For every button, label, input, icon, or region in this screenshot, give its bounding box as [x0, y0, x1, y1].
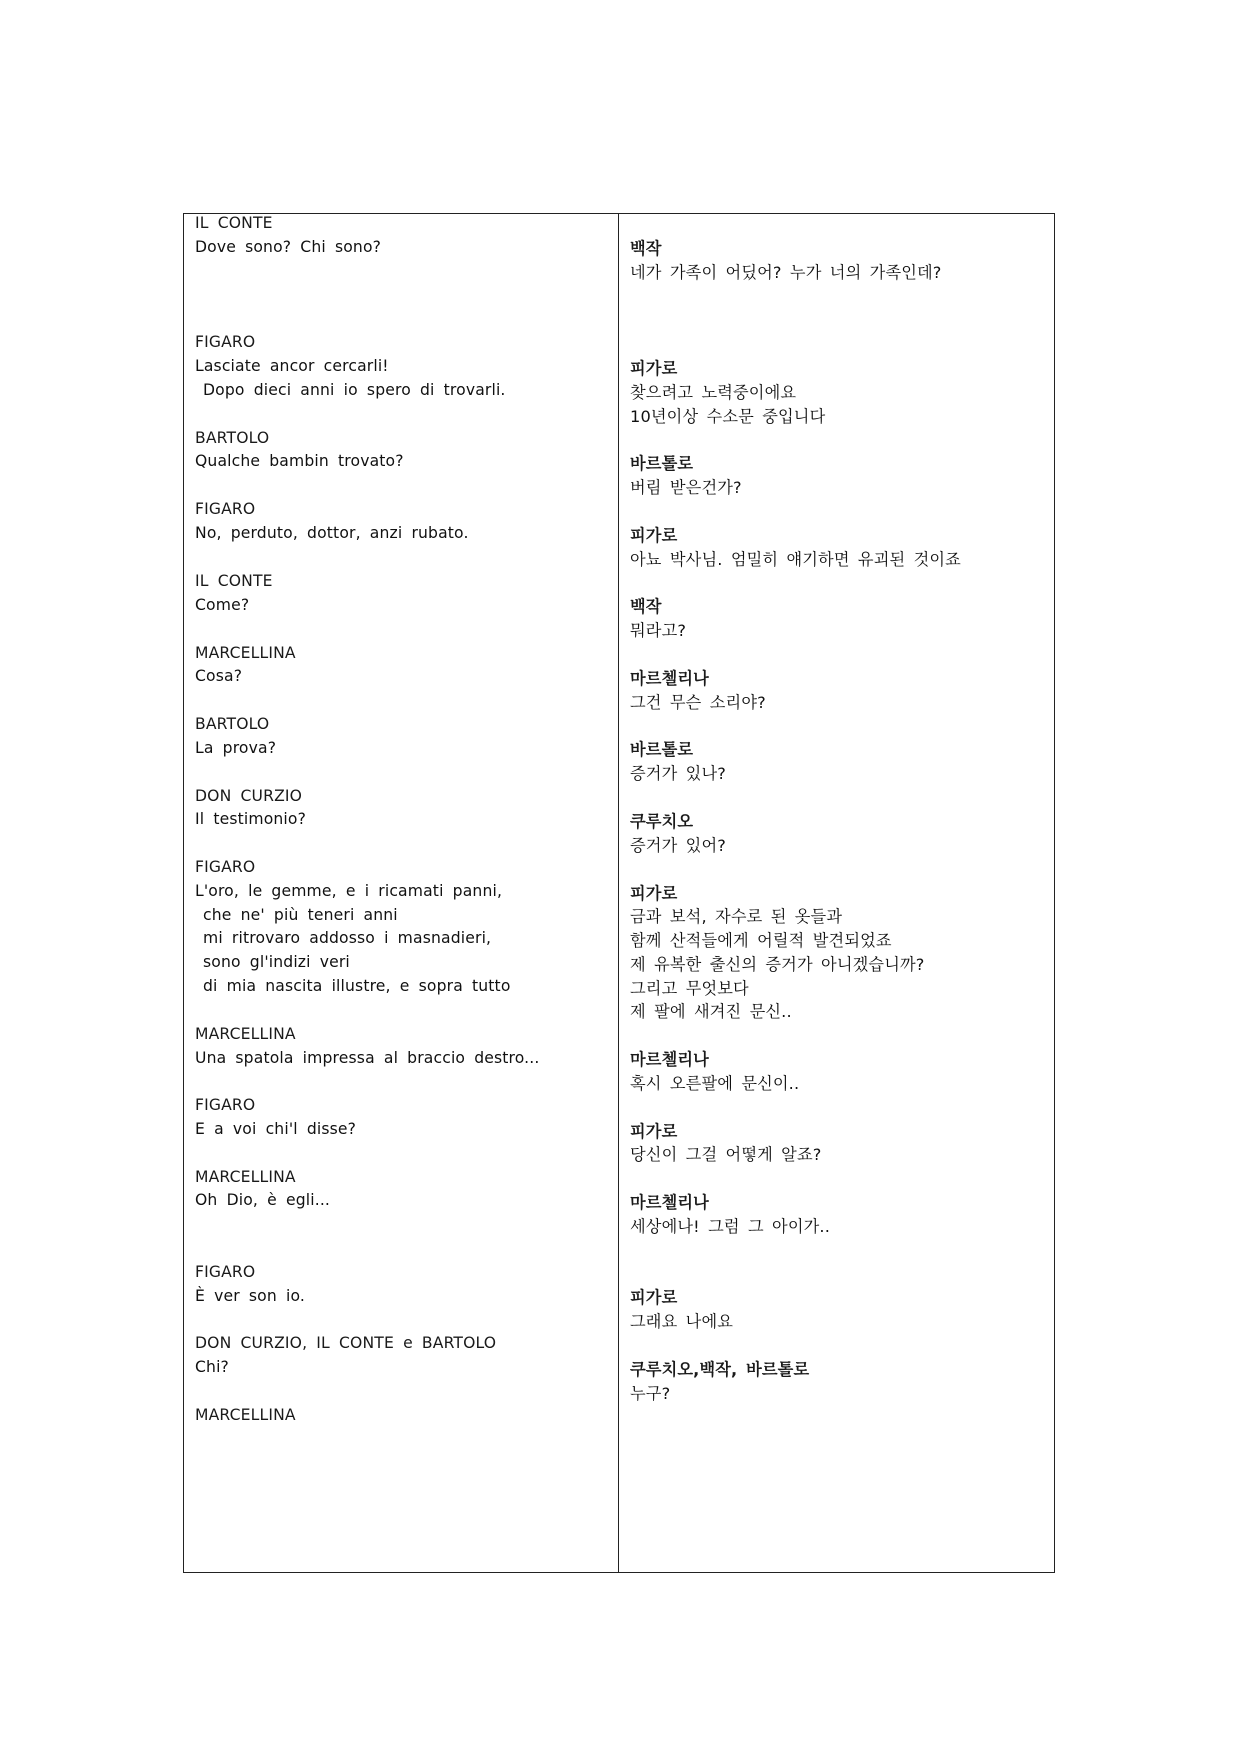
lyric-line: Qualche bambin trovato?: [195, 452, 404, 470]
speaker-name: MARCELLINA: [195, 644, 296, 662]
speaker-name: FIGARO: [195, 858, 256, 876]
speaker-name: 마르첼리나: [630, 1193, 709, 1212]
lyric-line: 누구?: [630, 1384, 671, 1403]
speaker-name: FIGARO: [195, 333, 256, 351]
lyric-line: che ne' più teneri anni: [203, 906, 398, 924]
italian-column: [195, 214, 607, 1572]
speaker-name: BARTOLO: [195, 429, 270, 447]
lyric-line: Come?: [195, 596, 250, 614]
speaker-name: FIGARO: [195, 1263, 256, 1281]
lyric-line: 그래요 나에요: [630, 1312, 734, 1331]
speaker-name: 마르첼리나: [630, 669, 709, 688]
speaker-name: FIGARO: [195, 500, 256, 518]
lyric-line: 제 유복한 출신의 증거가 아니겠습니까?: [630, 955, 925, 974]
speaker-name: 피가로: [630, 1122, 678, 1141]
speaker-name: MARCELLINA: [195, 1406, 296, 1424]
speaker-name: 백작: [630, 597, 662, 616]
speaker-name: 바르톨로: [630, 740, 694, 759]
speaker-name: 백작: [630, 239, 662, 258]
lyric-line: 금과 보석, 자수로 된 옷들과: [630, 907, 843, 926]
libretto-table: [183, 213, 1055, 1573]
lyric-line: La prova?: [195, 739, 277, 757]
lyric-line: L'oro, le gemme, e i ricamati panni,: [195, 882, 503, 900]
lyric-line: Dove sono? Chi sono?: [195, 238, 382, 256]
column-divider: [618, 214, 619, 1572]
lyric-line: Il testimonio?: [195, 810, 307, 828]
speaker-name: MARCELLINA: [195, 1025, 296, 1043]
speaker-name: 쿠루치오,백작, 바르톨로: [630, 1360, 810, 1379]
speaker-name: IL CONTE: [195, 572, 273, 590]
korean-column: [630, 214, 1045, 1572]
lyric-line: È ver son io.: [195, 1287, 306, 1305]
lyric-line: 함께 산적들에게 어릴적 발견되었죠: [630, 931, 892, 950]
lyric-line: Chi?: [195, 1358, 229, 1376]
speaker-name: 마르첼리나: [630, 1050, 709, 1069]
lyric-line: 네가 가족이 어딨어? 누가 너의 가족인데?: [630, 263, 942, 282]
lyric-line: Cosa?: [195, 667, 243, 685]
speaker-name: 바르톨로: [630, 454, 694, 473]
speaker-name: 쿠루치오: [630, 812, 694, 831]
lyric-line: mi ritrovaro addosso i masnadieri,: [203, 929, 492, 947]
lyric-line: 당신이 그걸 어떻게 알죠?: [630, 1145, 822, 1164]
lyric-line: sono gl'indizi veri: [203, 953, 350, 971]
lyric-line: 아뇨 박사님. 엄밀히 얘기하면 유괴된 것이죠: [630, 550, 961, 569]
lyric-line: E a voi chi'l disse?: [195, 1120, 357, 1138]
lyric-line: 버림 받은건가?: [630, 478, 742, 497]
speaker-name: MARCELLINA: [195, 1168, 296, 1186]
speaker-name: DON CURZIO, IL CONTE e BARTOLO: [195, 1334, 497, 1352]
speaker-name: 피가로: [630, 359, 678, 378]
lyric-line: Una spatola impressa al braccio destro...: [195, 1049, 540, 1067]
lyric-line: 혹시 오른팔에 문신이..: [630, 1074, 800, 1093]
lyric-line: No, perduto, dottor, anzi rubato.: [195, 524, 469, 542]
speaker-name: 피가로: [630, 884, 678, 903]
lyric-line: 증거가 있어?: [630, 836, 726, 855]
lyric-line: 증거가 있나?: [630, 764, 726, 783]
lyric-line: Dopo dieci anni io spero di trovarli.: [203, 381, 506, 399]
speaker-name: BARTOLO: [195, 715, 270, 733]
lyric-line: 제 팔에 새겨진 문신..: [630, 1002, 792, 1021]
lyric-line: 찾으려고 노력중이에요: [630, 383, 797, 402]
speaker-name: 피가로: [630, 526, 678, 545]
speaker-name: FIGARO: [195, 1096, 256, 1114]
speaker-name: 피가로: [630, 1288, 678, 1307]
lyric-line: Lasciate ancor cercarli!: [195, 357, 389, 375]
lyric-line: 그건 무슨 소리야?: [630, 693, 766, 712]
speaker-name: DON CURZIO: [195, 787, 303, 805]
lyric-line: Oh Dio, è egli...: [195, 1191, 331, 1209]
lyric-line: 세상에나! 그럼 그 아이가..: [630, 1217, 830, 1236]
lyric-line: 10년이상 수소문 중입니다: [630, 407, 826, 426]
speaker-name: IL CONTE: [195, 214, 273, 232]
lyric-line: 뭐라고?: [630, 621, 687, 640]
lyric-line: 그리고 무엇보다: [630, 979, 749, 998]
lyric-line: di mia nascita illustre, e sopra tutto: [203, 977, 511, 995]
